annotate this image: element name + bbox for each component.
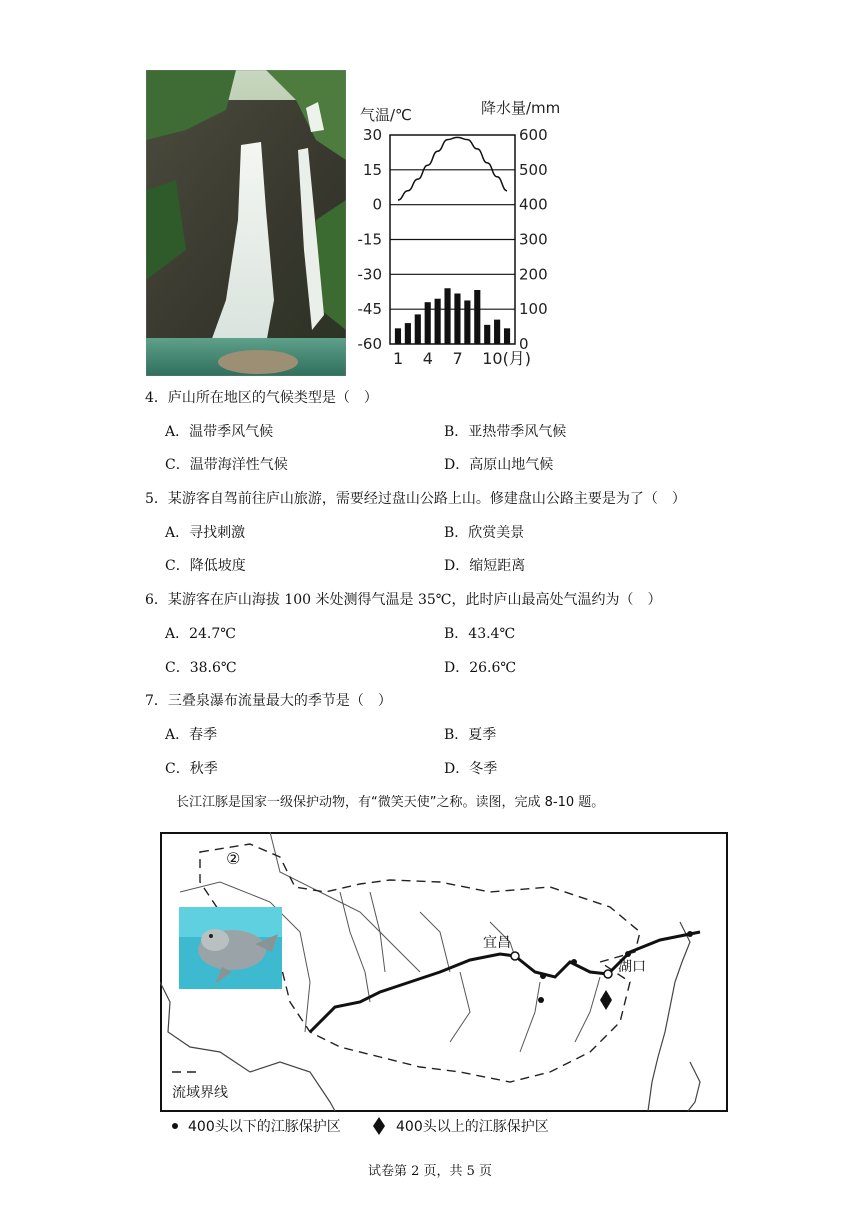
question-4-stem: 4．庐山所在地区的气候类型是（ ） xyxy=(145,390,378,406)
boundary-label: 流域界线 xyxy=(172,1085,228,1101)
precip-tick-label: 300 xyxy=(519,230,548,249)
q5-option-c: C．降低坡度 xyxy=(165,558,246,574)
temp-tick-label: -30 xyxy=(357,265,382,284)
temp-tick-label: 15 xyxy=(362,160,382,179)
q7-option-c: C．秋季 xyxy=(165,761,218,777)
small-reserve-dot xyxy=(538,997,544,1003)
q5-option-a: A．寻找刺激 xyxy=(165,525,246,541)
city-yichang: 宜昌 xyxy=(483,935,511,951)
precip-bar xyxy=(454,293,460,344)
hukou-dot xyxy=(604,970,612,978)
map-legend xyxy=(160,1116,728,1138)
q4-option-c: C．温带海洋性气候 xyxy=(165,457,288,473)
yangtze-map xyxy=(160,832,728,1112)
small-reserve-dot xyxy=(687,931,693,937)
question-5-stem: 5．某游客自驾前往庐山旅游，需要经过盘山公路上山。修建盘山公路主要是为了（ ） xyxy=(145,491,686,507)
q7-option-b: B．夏季 xyxy=(444,727,497,743)
month-tick-label: 1 xyxy=(392,349,404,368)
precip-bar xyxy=(494,320,500,344)
waterfall-photo xyxy=(146,70,346,376)
q5-option-b: B．欣赏美景 xyxy=(444,525,525,541)
temp-tick-label: -15 xyxy=(357,230,382,249)
precip-bar xyxy=(464,300,470,344)
temp-tick-label: 30 xyxy=(362,126,382,144)
porpoise-photo xyxy=(179,907,282,989)
month-tick-label: 10(月) xyxy=(482,349,532,368)
precip-bar xyxy=(504,328,510,344)
temp-tick-label: 0 xyxy=(372,195,382,214)
precip-tick-label: 100 xyxy=(519,300,548,319)
q7-option-a: A．春季 xyxy=(165,727,218,743)
city-hukou: 湖口 xyxy=(618,959,646,975)
temp-tick-label: -45 xyxy=(357,300,382,319)
precip-bar xyxy=(474,290,480,344)
q4-option-d: D．高原山地气候 xyxy=(444,457,554,473)
precip-bar xyxy=(425,302,431,344)
small-reserve-dot xyxy=(625,951,631,957)
temperature-curve xyxy=(398,137,507,200)
precip-bar xyxy=(395,328,401,344)
precip-tick-label: 200 xyxy=(519,265,548,284)
precip-bar xyxy=(435,299,441,344)
small-reserve-dot xyxy=(540,973,546,979)
q4-option-b: B．亚热带季风气候 xyxy=(444,424,567,440)
precip-bar xyxy=(405,323,411,344)
page-footer: 试卷第 2 页，共 5 页 xyxy=(367,1164,493,1179)
month-tick-label: 4 xyxy=(422,349,433,368)
precip-tick-label: 600 xyxy=(519,126,548,144)
legend-small-label: 400头以下的江豚保护区 xyxy=(188,1119,341,1135)
q6-option-b: B．43.4℃ xyxy=(444,626,516,642)
precip-bar xyxy=(444,288,450,344)
precip-axis-label: 降水量/mm xyxy=(481,99,561,117)
precip-tick-label: 400 xyxy=(519,195,548,214)
temp-axis-label: 气温/℃ xyxy=(360,106,412,124)
legend-large-label: 400头以上的江豚保护区 xyxy=(396,1119,549,1135)
question-7-stem: 7．三叠泉瀑布流量最大的季节是（ ） xyxy=(145,693,392,709)
marker-2: ② xyxy=(226,849,241,868)
q6-option-d: D．26.6℃ xyxy=(444,660,517,676)
precip-bar xyxy=(484,325,490,344)
precip-tick-label: 0 xyxy=(519,335,529,353)
precip-tick-label: 500 xyxy=(519,160,548,179)
intro-text: 长江江豚是国家一级保护动物，有“微笑天使”之称。读图，完成 8-10 题。 xyxy=(176,795,605,810)
q6-option-a: A．24.7℃ xyxy=(165,626,236,642)
yichang-dot xyxy=(511,952,519,960)
q5-option-d: D．缩短距离 xyxy=(444,558,526,574)
legend-diamond-icon xyxy=(372,1116,386,1136)
temp-tick-label: -60 xyxy=(357,335,382,353)
question-6-stem: 6．某游客在庐山海拔 100 米处测得气温是 35℃，此时庐山最高处气温约为（ ） xyxy=(145,592,662,608)
legend-dot-icon xyxy=(172,1123,178,1129)
small-reserve-dot xyxy=(571,959,577,965)
q7-option-d: D．冬季 xyxy=(444,761,498,777)
q4-option-a: A．温带季风气候 xyxy=(165,424,274,440)
climate-chart xyxy=(348,95,588,380)
precip-bar xyxy=(415,314,421,344)
month-tick-label: 7 xyxy=(452,349,463,368)
q6-option-c: C．38.6℃ xyxy=(165,660,237,676)
